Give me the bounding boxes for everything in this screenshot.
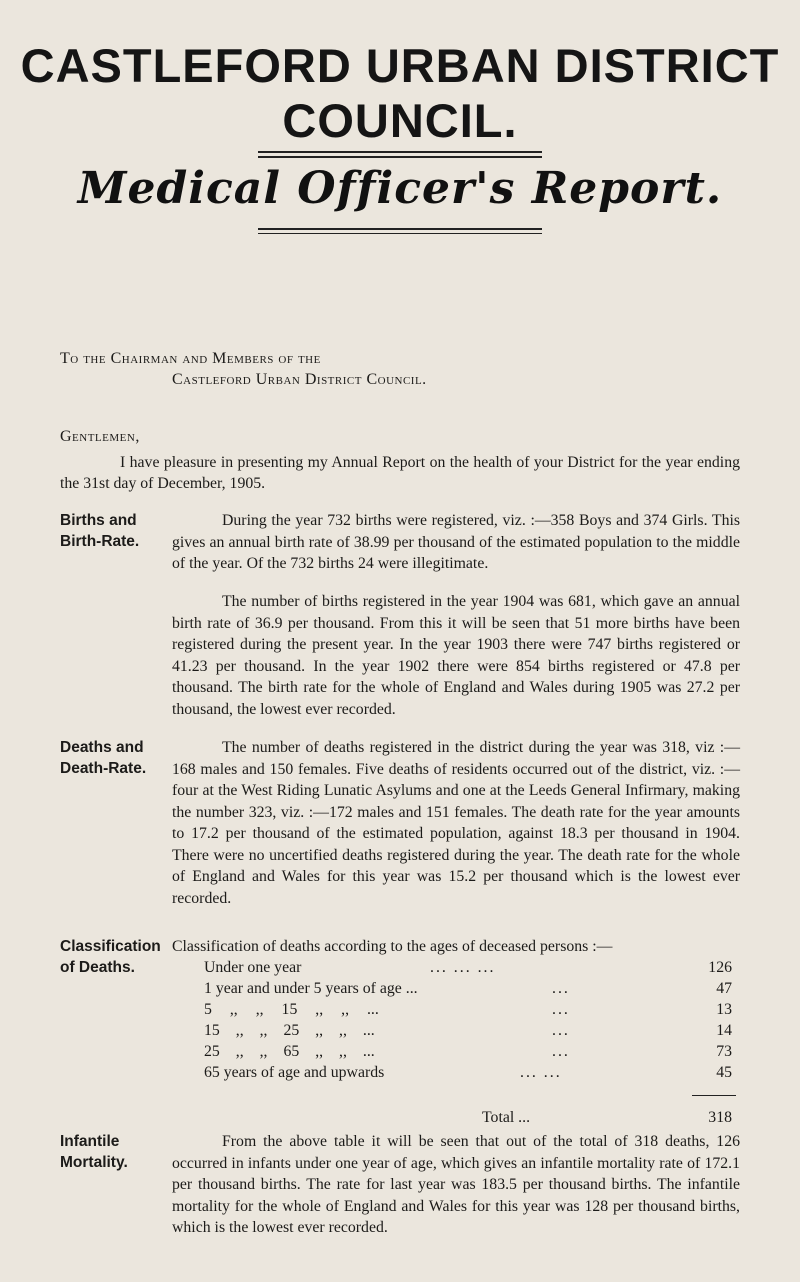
- classification-heading: [60, 936, 180, 978]
- deaths-paragraph: The number of deaths registered in the district during the year was 318, viz :— 168 males and 150 females. Five deaths of residents occurred out of the district, viz. :—four at the West Riding Lunatic Asylums and one at the Leeds General Infirmary, making the number 323, viz. :—172 males and 151 females. The death rate for the year amounts to 17.2 per thousand of the estimated population, against 18.3 per thousand in 1904. There were no uncertified deaths registered during the year. The death rate for the whole of England and Wales for this year was 15.2 per thousand which is the lowest ever recorded.: [172, 739, 740, 907]
- row-leader: ...: [552, 1022, 570, 1039]
- row-label: 1 year and under 5 years of age ...: [204, 980, 418, 997]
- top-rule-1: [258, 151, 542, 153]
- row-value: 14: [716, 1022, 732, 1039]
- row-leader: ...: [552, 1043, 570, 1060]
- row-value: 73: [716, 1043, 732, 1060]
- row-value: 47: [716, 980, 732, 997]
- intro-paragraph: I have pleasure in presenting my Annual Report on the health of your District for the year ending the 31st day of December, 1905.: [60, 454, 740, 492]
- report-title: Medical Officer's Report.: [77, 163, 723, 214]
- addressee-line-1: To the Chairman and Members of the: [60, 350, 321, 367]
- row-leader: ... ... ...: [430, 959, 496, 976]
- row-label: Under one year: [204, 959, 302, 976]
- table-row: [172, 978, 740, 999]
- addressee-line-2: Castleford Urban District Council.: [172, 371, 427, 388]
- infantile-heading: [60, 1131, 180, 1173]
- classification-heading-line-2: of Deaths.: [60, 959, 135, 976]
- births-heading: [60, 510, 180, 552]
- table-row: [172, 1062, 740, 1083]
- table-row: [172, 957, 740, 978]
- classification-intro: Classification of deaths according to the ages of deceased persons :—: [172, 938, 613, 955]
- row-leader: ... ...: [520, 1064, 562, 1081]
- row-value: 45: [716, 1064, 732, 1081]
- bottom-rule-2: [258, 233, 542, 234]
- births-heading-line-2: Birth-Rate.: [60, 533, 140, 550]
- row-label: 15 ,, ,, 25 ,, ,, ...: [204, 1022, 375, 1039]
- salutation: Gentlemen,: [60, 428, 140, 445]
- row-leader: ...: [552, 980, 570, 997]
- table-row: [172, 1041, 740, 1062]
- total-rule: [692, 1095, 736, 1096]
- bottom-rule-1: [258, 228, 542, 230]
- births-paragraph-1: During the year 732 births were registered, viz. :—358 Boys and 374 Girls. This gives an annual birth rate of 38.99 per thousand of the estimated population to the middle of the year. Of the 732 births 24 were illegitimate.: [172, 512, 740, 572]
- total-row: [172, 1107, 740, 1128]
- infantile-paragraph: From the above table it will be seen that out of the total of 318 deaths, 126 occurred in infants under one year of age, which gives an infantile mortality rate of 172.1 per thousand births. The rate for last year was 183.5 per thousand births. The infantile mortality for the whole of England and Wales for this year was 128 per thousand births, which is the lowest ever recorded.: [172, 1133, 740, 1236]
- total-value: 318: [708, 1109, 732, 1126]
- row-label: 25 ,, ,, 65 ,, ,, ...: [204, 1043, 375, 1060]
- births-heading-line-1: Births and: [60, 512, 137, 529]
- row-value: 126: [708, 959, 732, 976]
- deaths-heading-line-1: Deaths and: [60, 739, 144, 756]
- table-row: [172, 1020, 740, 1041]
- births-paragraph-2: The number of births registered in the year 1904 was 681, which gave an annual birth rate of 36.9 per thousand. From this it will be seen that 51 more births have been registered during the present year. In the year 1903 there were 747 births registered or 41.23 per thousand. In the year 1902 there were 854 births registered or 47.8 per thousand. The birth rate for the whole of England and Wales during 1905 was 27.2 per thousand, the lowest ever recorded.: [172, 593, 740, 718]
- classification-table: [172, 957, 740, 1128]
- deaths-heading: [60, 737, 180, 779]
- deaths-heading-line-2: Death-Rate.: [60, 760, 147, 777]
- top-rule-2: [258, 156, 542, 158]
- infantile-heading-line-2: Mortality.: [60, 1154, 128, 1171]
- row-leader: ...: [552, 1001, 570, 1018]
- infantile-heading-line-1: Infantile: [60, 1133, 120, 1150]
- row-value: 13: [716, 1001, 732, 1018]
- row-label: 65 years of age and upwards: [204, 1064, 385, 1081]
- total-spacer: [172, 1083, 740, 1107]
- classification-heading-line-1: Classification: [60, 938, 161, 955]
- row-label: 5 ,, ,, 15 ,, ,, ...: [204, 1001, 379, 1018]
- council-title: CASTLEFORD URBAN DISTRICT COUNCIL.: [20, 39, 780, 147]
- table-row: [172, 999, 740, 1020]
- total-label: Total ...: [482, 1109, 531, 1126]
